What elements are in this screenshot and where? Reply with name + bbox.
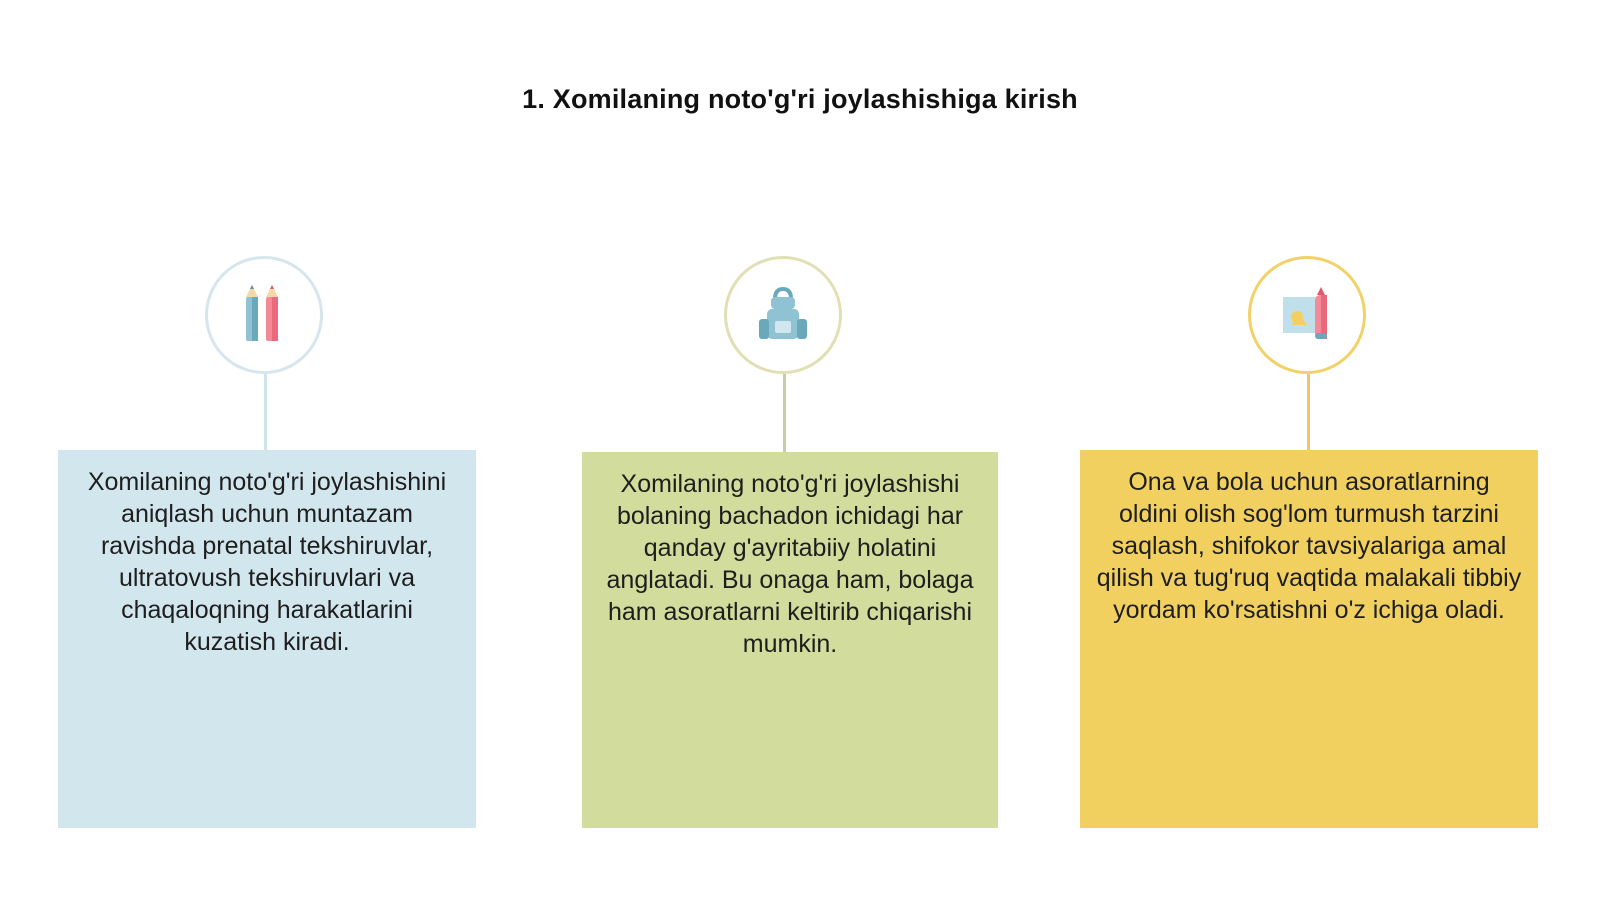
- info-card-2-text: Xomilaning noto'g'ri joylashishi bolaning bachadon ichidagi har qanday g'ayritabiiy holatini anglatadi. Bu onaga ham, bolaga ham asoratlarni keltirib chiqarishi mumkin.: [606, 470, 974, 658]
- slide-title: 1. Xomilaning noto'g'ri joylashishiga kirish: [522, 84, 1078, 114]
- backpack-icon: [753, 285, 813, 345]
- info-card-3-text: Ona va bola uchun asoratlarning oldini olish sog'lom turmush tarzini saqlash, shifokor tavsiyalariga amal qilish va tug'ruq vaqtida malakali tibbiy yordam ko'rsatishni o'z ichiga oladi.: [1096, 468, 1522, 624]
- info-card-3: [1080, 450, 1538, 828]
- info-card-1-text: Xomilaning noto'g'ri joylashishini aniqlash uchun muntazam ravishda prenatal tekshiruvlar, ultratovush tekshiruvlari va chaqaloqning harakatlarini kuzatish kiradi.: [87, 468, 447, 656]
- icon-circle-2: [724, 256, 842, 374]
- icon-circle-1: [205, 256, 323, 374]
- connector-line-2: [783, 374, 786, 452]
- connector-line-1: [264, 374, 267, 450]
- info-card-2: [582, 452, 998, 828]
- icon-circle-3: [1248, 256, 1366, 374]
- drawing-pencil-icon: [1277, 285, 1337, 345]
- info-card-1: [58, 450, 476, 828]
- connector-line-3: [1307, 374, 1310, 450]
- pencils-icon: [236, 283, 292, 347]
